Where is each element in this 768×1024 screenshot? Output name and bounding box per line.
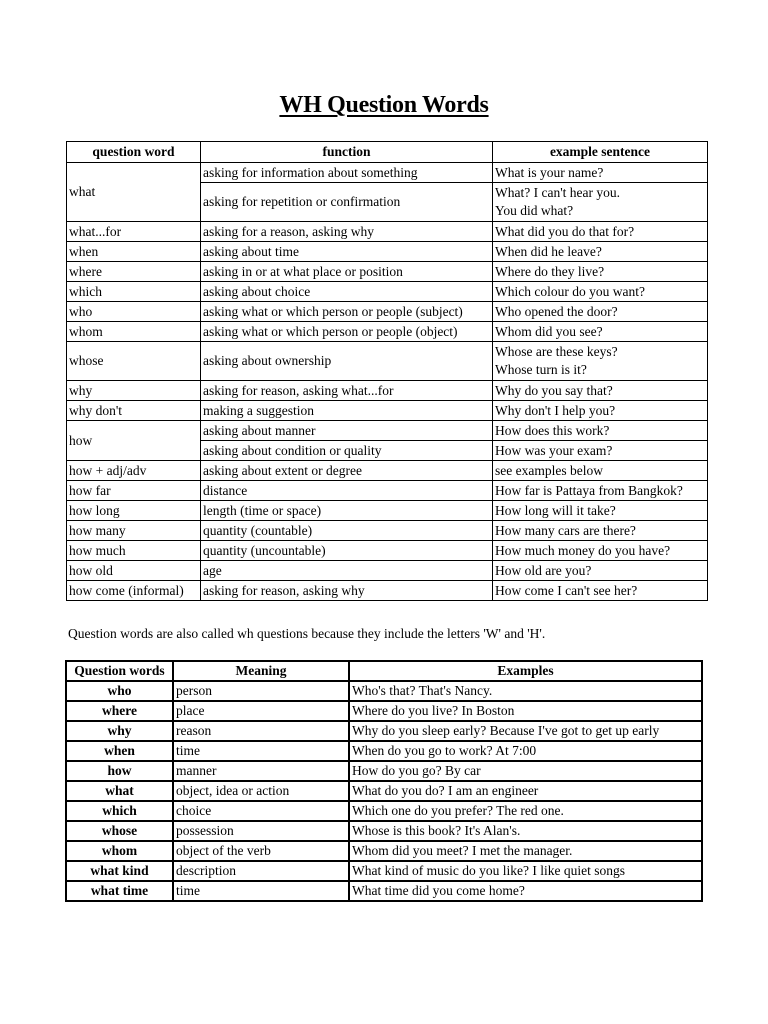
question-word-cell: whom	[66, 841, 173, 861]
function-cell: asking about manner	[201, 421, 493, 441]
question-word-cell: how long	[67, 501, 201, 521]
example-cell: Where do you live? In Boston	[349, 701, 702, 721]
question-word-cell: why	[66, 721, 173, 741]
example-sentence-cell: Whom did you see?	[493, 322, 708, 342]
example-sentence-cell: How was your exam?	[493, 441, 708, 461]
example-sentence-cell: Where do they live?	[493, 262, 708, 282]
table-row	[66, 721, 702, 741]
example-sentence-cell: see examples below	[493, 461, 708, 481]
function-cell: asking for reason, asking what...for	[201, 381, 493, 401]
question-word-cell: where	[67, 262, 201, 282]
table-row	[66, 681, 702, 701]
table-row	[67, 461, 708, 481]
column-header-meaning: Meaning	[173, 661, 349, 681]
question-word-cell: when	[66, 741, 173, 761]
example-cell: What kind of music do you like? I like quiet songs	[349, 861, 702, 881]
meaning-cell: manner	[173, 761, 349, 781]
table-row	[66, 801, 702, 821]
question-word-cell: what	[67, 163, 201, 222]
example-sentence-cell: What? I can't hear you. You did what?	[493, 183, 708, 222]
example-sentence-cell: Which colour do you want?	[493, 282, 708, 302]
example-sentence-cell: Why don't I help you?	[493, 401, 708, 421]
function-cell: asking about condition or quality	[201, 441, 493, 461]
table-row	[67, 581, 708, 601]
table-row	[67, 521, 708, 541]
table-row	[66, 861, 702, 881]
example-sentence-cell: How come I can't see her?	[493, 581, 708, 601]
example-sentence-cell: How does this work?	[493, 421, 708, 441]
question-word-cell: which	[66, 801, 173, 821]
function-cell: quantity (uncountable)	[201, 541, 493, 561]
example-cell: How do you go? By car	[349, 761, 702, 781]
function-cell: asking for information about something	[201, 163, 493, 183]
question-word-cell: how many	[67, 521, 201, 541]
question-word-cell: which	[67, 282, 201, 302]
example-sentence-cell: What is your name?	[493, 163, 708, 183]
table-row	[67, 421, 708, 441]
page-title: WH Question Words	[279, 92, 489, 118]
meaning-cell: object, idea or action	[173, 781, 349, 801]
question-word-cell: whom	[67, 322, 201, 342]
table-header-row	[67, 142, 708, 163]
function-cell: distance	[201, 481, 493, 501]
table-header-row	[66, 661, 702, 681]
function-cell: asking about choice	[201, 282, 493, 302]
explanatory-note: Question words are also called wh questions because they include the letters 'W' and 'H'.	[68, 626, 546, 641]
example-cell: Whom did you meet? I met the manager.	[349, 841, 702, 861]
example-sentence-cell: What did you do that for?	[493, 222, 708, 242]
meaning-cell: possession	[173, 821, 349, 841]
question-word-cell: what...for	[67, 222, 201, 242]
function-cell: asking what or which person or people (subject)	[201, 302, 493, 322]
function-cell: asking in or at what place or position	[201, 262, 493, 282]
example-sentence-cell: Who opened the door?	[493, 302, 708, 322]
table-row	[67, 322, 708, 342]
question-word-cell: when	[67, 242, 201, 262]
question-word-cell: whose	[66, 821, 173, 841]
function-cell: making a suggestion	[201, 401, 493, 421]
example-sentence-cell: Why do you say that?	[493, 381, 708, 401]
example-sentence-cell: How many cars are there?	[493, 521, 708, 541]
example-sentence-cell: When did he leave?	[493, 242, 708, 262]
question-meaning-table	[65, 660, 703, 902]
table-row	[67, 163, 708, 183]
meaning-cell: object of the verb	[173, 841, 349, 861]
meaning-cell: place	[173, 701, 349, 721]
function-cell: quantity (countable)	[201, 521, 493, 541]
example-sentence-cell: How old are you?	[493, 561, 708, 581]
example-cell: What do you do? I am an engineer	[349, 781, 702, 801]
function-cell: asking about extent or degree	[201, 461, 493, 481]
meaning-cell: reason	[173, 721, 349, 741]
table-row	[66, 821, 702, 841]
meaning-cell: time	[173, 741, 349, 761]
question-word-cell: why don't	[67, 401, 201, 421]
function-cell: asking for reason, asking why	[201, 581, 493, 601]
example-cell: Whose is this book? It's Alan's.	[349, 821, 702, 841]
question-word-cell: what time	[66, 881, 173, 901]
table-row	[66, 881, 702, 901]
question-word-cell: how far	[67, 481, 201, 501]
example-cell: Which one do you prefer? The red one.	[349, 801, 702, 821]
table-row	[67, 242, 708, 262]
question-word-cell: how much	[67, 541, 201, 561]
table-row	[66, 701, 702, 721]
column-header-example-sentence: example sentence	[493, 142, 708, 163]
example-cell: Who's that? That's Nancy.	[349, 681, 702, 701]
question-word-cell: how	[66, 761, 173, 781]
meaning-cell: choice	[173, 801, 349, 821]
example-cell: Why do you sleep early? Because I've got to get up early	[349, 721, 702, 741]
function-cell: asking for a reason, asking why	[201, 222, 493, 242]
question-word-cell: what	[66, 781, 173, 801]
question-word-cell: what kind	[66, 861, 173, 881]
example-sentence-cell: Whose are these keys? Whose turn is it?	[493, 342, 708, 381]
example-sentence-cell: How much money do you have?	[493, 541, 708, 561]
table-row	[67, 282, 708, 302]
meaning-cell: description	[173, 861, 349, 881]
function-cell: age	[201, 561, 493, 581]
table-row	[66, 761, 702, 781]
question-word-cell: who	[67, 302, 201, 322]
table-row	[67, 222, 708, 242]
column-header-examples: Examples	[349, 661, 702, 681]
question-word-cell: how old	[67, 561, 201, 581]
question-word-cell: why	[67, 381, 201, 401]
function-cell: length (time or space)	[201, 501, 493, 521]
question-word-cell: how	[67, 421, 201, 461]
meaning-cell: time	[173, 881, 349, 901]
function-cell: asking about ownership	[201, 342, 493, 381]
table-row	[67, 501, 708, 521]
table-row	[67, 561, 708, 581]
table-row	[67, 481, 708, 501]
example-sentence-cell: How far is Pattaya from Bangkok?	[493, 481, 708, 501]
table-row	[67, 541, 708, 561]
question-word-cell: how come (informal)	[67, 581, 201, 601]
question-word-cell: how + adj/adv	[67, 461, 201, 481]
example-sentence-cell: How long will it take?	[493, 501, 708, 521]
example-cell: What time did you come home?	[349, 881, 702, 901]
table-row	[67, 262, 708, 282]
table-row	[67, 381, 708, 401]
question-word-cell: who	[66, 681, 173, 701]
table-row	[67, 342, 708, 381]
question-word-cell: where	[66, 701, 173, 721]
function-cell: asking for repetition or confirmation	[201, 183, 493, 222]
example-cell: When do you go to work? At 7:00	[349, 741, 702, 761]
column-header-question-words: Question words	[66, 661, 173, 681]
table-row	[66, 781, 702, 801]
column-header-question-word: question word	[67, 142, 201, 163]
column-header-function: function	[201, 142, 493, 163]
function-cell: asking what or which person or people (object)	[201, 322, 493, 342]
meaning-cell: person	[173, 681, 349, 701]
function-cell: asking about time	[201, 242, 493, 262]
question-word-cell: whose	[67, 342, 201, 381]
table-row	[66, 841, 702, 861]
table-row	[67, 401, 708, 421]
table-row	[66, 741, 702, 761]
question-words-table	[66, 141, 708, 601]
table-row	[67, 302, 708, 322]
